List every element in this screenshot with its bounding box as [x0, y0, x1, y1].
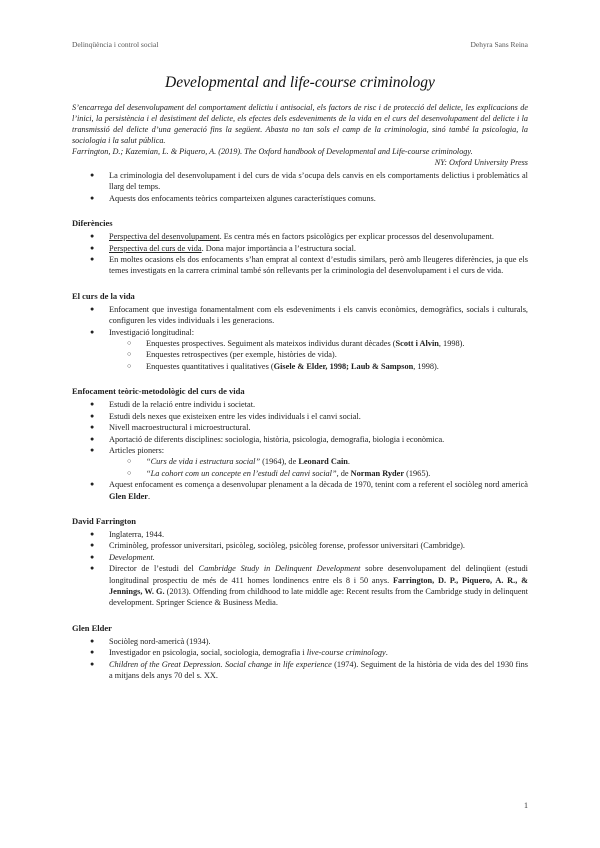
study-title: Cambridge Study in Delinquent Development	[198, 564, 361, 574]
list-item	[72, 479, 528, 502]
list-item	[72, 563, 528, 609]
article-title: “Curs de vida i estructura social”	[146, 457, 261, 467]
sub-list	[109, 456, 528, 479]
farrington-list	[72, 529, 528, 609]
author-ref: Norman Ryder	[350, 468, 405, 478]
item-text: Investigador en psicologia, social, sociologia, demografia i	[109, 648, 307, 658]
item-text: , 1998).	[413, 361, 439, 371]
list-item: ● Aquests dos enfocaments teòrics comparteixen algunes característiques comuns.	[72, 193, 528, 204]
section-heading-method: Enfocament teòric-metodològic del curs de vida	[72, 386, 245, 397]
section-heading-farrington: David Farrington	[72, 515, 136, 526]
document-body	[72, 74, 528, 681]
list-item	[72, 445, 528, 479]
list-item	[72, 327, 528, 373]
term-life-course: Perspectiva del curs de vida	[109, 243, 202, 253]
item-text: .	[147, 491, 151, 501]
list-item	[72, 647, 528, 658]
sub-list-item	[109, 338, 528, 349]
sub-list-item	[109, 456, 528, 467]
list-item: ● Aportació de diferents disciplines: sociologia, història, psicologia, demografia, biologia i econòmica.	[72, 434, 528, 445]
intro-list	[72, 170, 528, 204]
list-item: ● Inglaterra, 1944.	[72, 529, 528, 540]
page-number: 1	[524, 801, 528, 810]
sub-list	[109, 338, 528, 372]
section-heading-differences: Diferències	[72, 218, 113, 229]
field-term: live-course criminology	[306, 648, 386, 658]
citation-publisher: NY: Oxford University Press	[434, 158, 528, 167]
item-text: Director de l’estudi del	[109, 564, 199, 574]
item-text: (1974). Seguiment de la història de vida des del 1930 fins a mitjans dels anys 70 del s. XX.	[109, 659, 529, 680]
list-item: ● Enfocament que investiga fonamentalment com els esdeveniments i els canvis econòmics, demogràfics, socials i culturals, configuren les vides individuals i les generacions.	[72, 304, 528, 327]
author-ref: Scott i Alvin	[395, 339, 439, 349]
item-text: .	[385, 648, 388, 658]
sub-list-item	[109, 468, 528, 479]
item-text: Aquest enfocament es comença a desenvolupar plenament a la dècada de 1970, tenint com a referent el sociòleg nord americà	[109, 480, 528, 490]
item-text: . Es centra més en factors psicològics per explicar processos del desenvolupament.	[219, 232, 494, 242]
item-text: .	[347, 457, 350, 467]
item-text: (1964), de	[260, 457, 299, 467]
section-heading-life-course: El curs de la vida	[72, 290, 135, 301]
list-item: ● En moltes ocasions els dos enfocaments s’han emprat al context d’estudis similars, però amb lleugeres diferències, ja que els temes investigats en la carrera criminal també són rellevants per la criminologia del desenvolupament i el curs de vida.	[72, 254, 528, 277]
item-text: sobre desenvolupament del delinqüent (estudi longitudinal prospectiu de més de 411 homes londinencs entre els 8 i 50 anys.	[109, 564, 528, 585]
elder-list	[72, 636, 528, 682]
list-item: ● Sociòleg nord-americà (1934).	[72, 636, 528, 647]
item-text: , 1998).	[438, 339, 465, 349]
item-text: Articles pioners:	[109, 445, 165, 455]
item-text: (2013). Offending from childhood to late middle age: Recent results from the Cambridge study in delinquent development. Springer Science & Business Media.	[109, 586, 528, 608]
method-list	[72, 399, 528, 502]
list-item	[72, 231, 528, 242]
author-ref: Farrington, D. P., Piquero, A. R., & Jennings, W. G.	[109, 575, 528, 596]
sub-list-item: ○ Enquestes retrospectives (per exemple, històries de vida).	[109, 349, 528, 360]
author-ref: Gisele & Elder, 1998; Laub & Sampson	[273, 361, 414, 371]
item-text: , de	[336, 468, 351, 478]
book-title: Children of the Great Depression. Social change in life experience	[109, 659, 332, 669]
sub-list-item	[109, 361, 528, 372]
item-text: Development.	[109, 552, 155, 562]
list-item	[72, 659, 528, 682]
life-course-list	[72, 304, 528, 372]
item-text: (1965).	[404, 468, 431, 478]
page-header	[72, 40, 528, 52]
section-heading-elder: Glen Elder	[72, 622, 112, 633]
list-item	[72, 243, 528, 254]
list-item: ● Criminòleg, professor universitari, psicòleg, sociòleg, psicòleg forense, professor universitari (Cambridge).	[72, 540, 528, 551]
list-item: ● Estudi dels nexes que existeixen entre les vides individuals i el canvi social.	[72, 411, 528, 422]
author-ref: Leonard Cain	[298, 457, 348, 467]
item-text: Enquestes quantitatives i qualitatives (	[146, 361, 274, 371]
differences-list	[72, 231, 528, 277]
page-title: Developmental and life-course criminology	[165, 74, 435, 91]
header-author: Dehyra Sans Reina	[470, 40, 528, 49]
item-text: . Dona major importància a l’estructura social.	[201, 243, 356, 253]
list-item: ● Estudi de la relació entre individu i societat.	[72, 399, 528, 410]
list-item	[72, 552, 528, 563]
list-item: ● Nivell macroestructural i microestructural.	[72, 422, 528, 433]
abstract: S’encarrega del desenvolupament del comportament delictiu i antisocial, els factors de risc i de protecció del delicte, les explicacions de l’inici, la persistència i el desistiment del delicte, els efectes dels esdeveniments de la vida en el curs del desenvolupament del delicte i la transmissió del delicte d’una generació fins la següent. Abasta no tan sols el camp de la criminologia, sinó també la psicologia, la sociologia i la salut pública.	[72, 103, 528, 145]
author-ref: Glen Elder	[109, 491, 148, 501]
header-course: Delinqüència i control social	[72, 40, 159, 49]
item-text: Enquestes prospectives. Seguiment als mateixos individus durant dècades (	[146, 339, 396, 349]
list-item: ● La criminologia del desenvolupament i del curs de vida s’ocupa dels canvis en els comportaments delictius i problemàtics al llarg del temps.	[72, 170, 528, 193]
article-title: “La cohort com un concepte en l’estudi del canvi social”	[146, 468, 337, 478]
item-text: Investigació longitudinal:	[109, 327, 195, 337]
citation: Farrington, D.; Kazemian, L. & Piquero, A. (2019). The Oxford handbook of Developmental and Life-course criminology.	[72, 147, 473, 156]
term-development: Perspectiva del desenvolupament	[109, 232, 220, 242]
